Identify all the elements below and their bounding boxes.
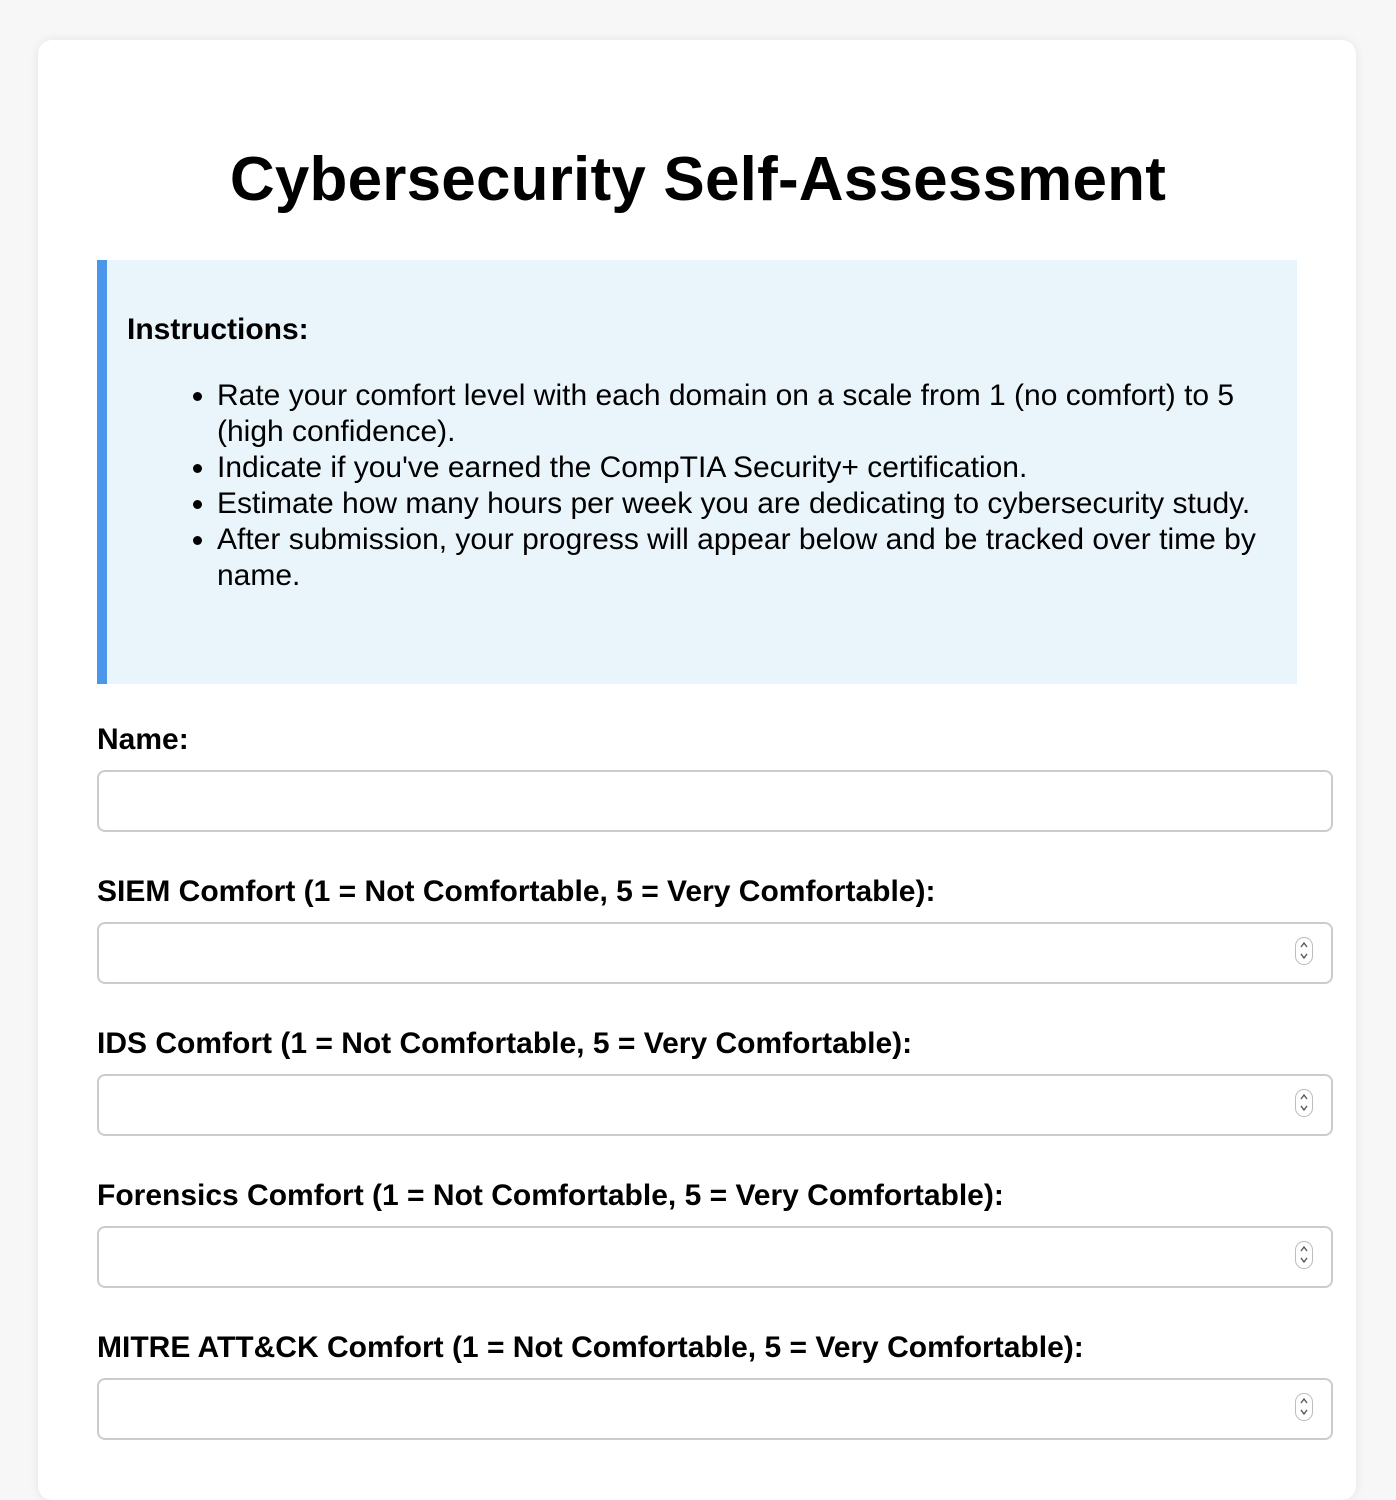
instructions-list <box>137 378 1287 594</box>
siem-comfort-field <box>97 922 1333 984</box>
spinner-down-icon[interactable] <box>1300 1104 1308 1112</box>
mitre-comfort-input[interactable] <box>97 1378 1333 1440</box>
number-spinner-icon[interactable] <box>1295 1393 1313 1421</box>
instructions-panel <box>97 260 1297 684</box>
instruction-item: • After submission, your progress will appear below and be tracked over time by name. <box>217 522 1287 594</box>
number-spinner-icon[interactable] <box>1295 1241 1313 1269</box>
forensics-comfort-input[interactable] <box>97 1226 1333 1288</box>
instruction-item: • Estimate how many hours per week you are dedicating to cybersecurity study. <box>217 486 1287 522</box>
forensics-comfort-label: Forensics Comfort (1 = Not Comfortable, 5 = Very Comfortable): <box>97 1179 1004 1212</box>
siem-comfort-input[interactable] <box>97 922 1333 984</box>
ids-comfort-input[interactable] <box>97 1074 1333 1136</box>
siem-comfort-label: SIEM Comfort (1 = Not Comfortable, 5 = Very Comfortable): <box>97 875 936 908</box>
spinner-down-icon[interactable] <box>1300 952 1308 960</box>
number-spinner-icon[interactable] <box>1295 1089 1313 1117</box>
instruction-item: • Rate your comfort level with each domain on a scale from 1 (no comfort) to 5 (high confidence). <box>217 378 1287 450</box>
instruction-item: • Indicate if you've earned the CompTIA Security+ certification. <box>217 450 1287 486</box>
name-label: Name: <box>97 723 189 756</box>
number-spinner-icon[interactable] <box>1295 937 1313 965</box>
mitre-comfort-field <box>97 1378 1333 1440</box>
spinner-up-icon[interactable] <box>1300 1093 1308 1101</box>
spinner-down-icon[interactable] <box>1300 1408 1308 1416</box>
ids-comfort-field <box>97 1074 1333 1136</box>
spinner-up-icon[interactable] <box>1300 1245 1308 1253</box>
spinner-up-icon[interactable] <box>1300 1397 1308 1405</box>
instructions-heading: Instructions: <box>127 313 309 346</box>
forensics-comfort-field <box>97 1226 1333 1288</box>
spinner-down-icon[interactable] <box>1300 1256 1308 1264</box>
page-title: Cybersecurity Self-Assessment <box>229 145 1167 214</box>
mitre-comfort-label: MITRE ATT&CK Comfort (1 = Not Comfortable, 5 = Very Comfortable): <box>97 1331 1084 1364</box>
spinner-up-icon[interactable] <box>1300 941 1308 949</box>
ids-comfort-label: IDS Comfort (1 = Not Comfortable, 5 = Very Comfortable): <box>97 1027 913 1060</box>
name-input[interactable] <box>97 770 1333 832</box>
